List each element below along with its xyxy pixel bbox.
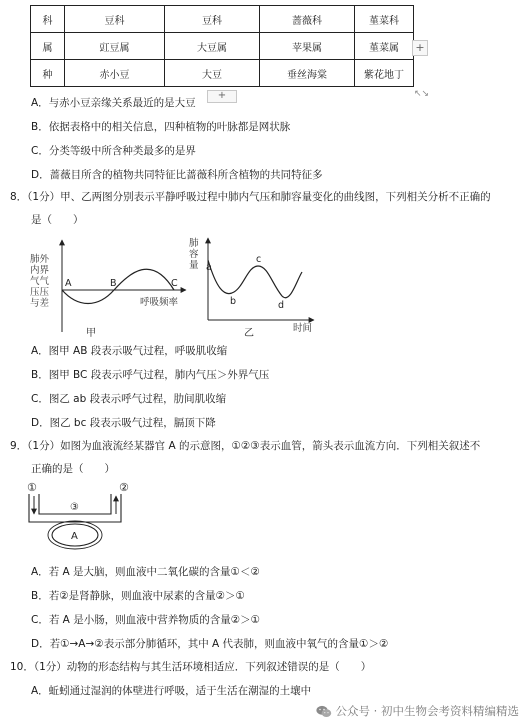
point-a-label: a [206, 262, 212, 273]
point-b-label: B [110, 278, 117, 289]
table-cell: 苹果属 [260, 33, 355, 60]
table-row [31, 33, 414, 60]
x-axis-label: 时间 [293, 323, 313, 334]
q8-option-b: B．图甲 BC 段表示呼气过程，肺内气压＞外界气压 [31, 369, 270, 381]
blood-flow-diagram [25, 480, 145, 552]
table-cell: 堇菜属 [355, 33, 414, 60]
y-label-line: 肺 [189, 238, 199, 249]
watermark [316, 703, 519, 719]
q9-stem: 9．（1分）如图为血液流经某器官 A 的示意图，①②③表示血管，箭头表示血流方向．下列相关叙述不 [10, 440, 481, 452]
vessel-1-label: ① [27, 481, 37, 494]
point-b-label: b [230, 296, 237, 307]
y-label-line: 压压 [30, 287, 50, 298]
wechat-icon [316, 705, 332, 718]
q8-option-d: D．图乙 bc 段表示吸气过程，膈顶下降 [31, 417, 216, 429]
volume-curve [208, 260, 302, 298]
y-label-line: 与差 [30, 298, 50, 309]
table-cell: 紫花地丁 [355, 60, 414, 87]
figure-caption: 甲 [86, 328, 96, 339]
watermark-text: 公众号 · 初中生物会考资料精编精选 [335, 704, 519, 718]
table-cell: 垂丝海棠 [260, 60, 355, 87]
table-cell: 豇豆属 [65, 33, 165, 60]
figure-yi [186, 232, 326, 340]
table-cell: 科 [31, 6, 65, 33]
x-axis-label: 呼吸频率 [140, 297, 179, 308]
y-label-line: 气气 [30, 276, 50, 287]
y-label-line: 量 [189, 260, 199, 271]
q8-option-a: A．图甲 AB 段表示吸气过程，呼吸肌收缩 [31, 345, 228, 357]
q8-option-c: C．图乙 ab 段表示呼气过程，肋间肌收缩 [31, 393, 227, 405]
q7-option-a: A．与赤小豆亲缘关系最近的是大豆 [31, 97, 196, 109]
table-cell: 大豆属 [165, 33, 260, 60]
q10-option-a: A．蚯蚓通过湿润的体壁进行呼吸，适于生活在潮湿的土壤中 [31, 685, 312, 697]
figure-jia [28, 232, 198, 340]
q8-stem: 8．（1分）甲、乙两图分别表示平静呼吸过程中肺内气压和肺容量变化的曲线图，下列相关分析不正确的 [10, 191, 491, 203]
table-cell: 大豆 [165, 60, 260, 87]
table-cell: 豆科 [65, 6, 165, 33]
classification-table [30, 5, 414, 87]
y-label-line: 内界 [30, 265, 50, 276]
q7-option-b: B．依据表格中的相关信息，四种植物的叶脉都是网状脉 [31, 121, 291, 133]
figure-caption: 乙 [244, 328, 254, 339]
q7-option-d: D．蔷薇目所含的植物共同特征比蔷薇科所含植物的共同特征多 [31, 169, 323, 181]
organ-label: A [71, 531, 78, 542]
table-cell: 种 [31, 60, 65, 87]
y-label-line: 肺外 [30, 254, 50, 265]
q9-option-c: C．若 A 是小肠，则血液中营养物质的含量②＞① [31, 614, 261, 626]
q9-stem-cont: 正确的是（ ） [31, 463, 115, 475]
vessel-3-label: ③ [70, 502, 79, 513]
vessel-2-label: ② [119, 481, 129, 494]
q7-option-c: C．分类等级中所含种类最多的是界 [31, 145, 196, 157]
point-d-label: d [278, 300, 285, 311]
q8-stem-cont: 是（ ） [31, 214, 84, 226]
table-cell: 属 [31, 33, 65, 60]
table-cell: 蔷薇科 [260, 6, 355, 33]
q9-option-a: A．若 A 是大脑，则血液中二氧化碳的含量①＜② [31, 566, 260, 578]
add-row-button[interactable]: + [207, 90, 237, 103]
point-c-label: c [256, 254, 262, 265]
q9-option-b: B．若②是肾静脉，则血液中尿素的含量②＞① [31, 590, 245, 602]
table-cell: 堇菜科 [355, 6, 414, 33]
table-resize-handle[interactable]: ↖↘ [414, 89, 430, 99]
point-c-label: C [171, 278, 178, 289]
table-cell: 赤小豆 [65, 60, 165, 87]
q9-option-d: D．若①→A→②表示部分肺循环，其中 A 代表肺，则血液中氧气的含量①＞② [31, 638, 389, 650]
table-cell: 豆科 [165, 6, 260, 33]
table-row [31, 6, 414, 33]
add-column-button[interactable]: + [412, 40, 428, 56]
point-a-label: A [65, 278, 72, 289]
q10-stem: 10．（1分）动物的形态结构与其生活环境相适应．下列叙述错误的是（ ） [10, 661, 372, 673]
y-label-line: 容 [189, 249, 199, 260]
table-row [31, 60, 414, 87]
